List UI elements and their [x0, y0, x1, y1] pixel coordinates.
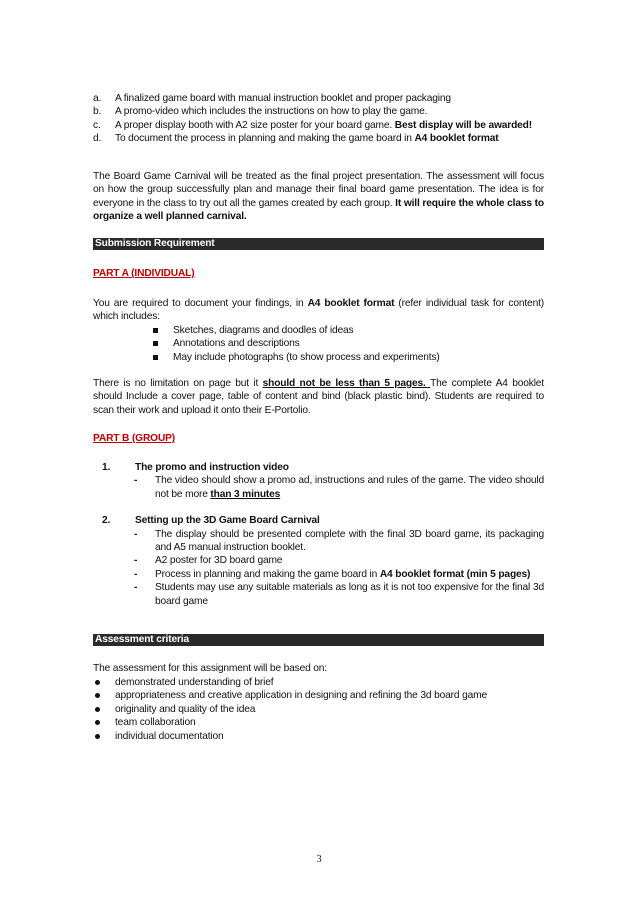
list-item-text: demonstrated understanding of brief [115, 677, 274, 688]
list-item [93, 554, 544, 567]
dash-bullet-icon: - [134, 582, 138, 594]
part-a-note [93, 377, 544, 417]
part-b-sections [93, 461, 544, 608]
text-run: A proper display booth with A2 size poster for your board game. [115, 119, 395, 131]
dash-bullet-icon: - [134, 568, 138, 580]
round-bullet-icon [95, 734, 100, 739]
list-item [93, 351, 544, 364]
list-item [93, 716, 544, 729]
list-item [93, 676, 544, 689]
text-run: Process in planning and making the game board in [155, 568, 380, 580]
dash-bullet-icon: - [134, 555, 138, 567]
part-b-heading: PART B (GROUP) [93, 433, 176, 444]
deliverable-item [93, 105, 544, 118]
list-item [93, 568, 544, 581]
text-run: Best display will be awarded! [394, 119, 532, 131]
section-number: 1. [102, 462, 111, 473]
section-items [93, 528, 544, 608]
dash-bullet-icon: - [134, 528, 138, 540]
intro-paragraph [93, 170, 544, 224]
list-marker: a. [93, 93, 102, 104]
list-marker: c. [93, 119, 101, 131]
part-b-section [93, 461, 544, 501]
text-run: There is no limitation on page but it [93, 378, 263, 389]
text-run: than 3 minutes [210, 488, 281, 500]
section-title: Setting up the 3D Game Board Carnival [135, 515, 320, 527]
list-item [93, 581, 544, 608]
section-items [93, 474, 544, 501]
assessment-criteria-header: Assessment criteria [93, 634, 544, 646]
list-item [93, 528, 544, 555]
text-run: A4 booklet format [307, 298, 395, 309]
list-item [93, 474, 544, 501]
list-item-text: originality and quality of the idea [115, 703, 256, 715]
text-run: The Board Game Carnival will be treated as the final project presentation. The assessment will focus on how the group successfully plan and manage their final board game presentation. The idea is for everyone in the class to try out all the games created by each group. [93, 171, 544, 209]
text-run: (refer individual task for content) which includes: [93, 298, 545, 323]
assessment-list [93, 676, 544, 743]
list-item-text: team collaboration [115, 717, 196, 729]
part-a-text [93, 297, 544, 324]
deliverable-item [93, 132, 544, 145]
round-bullet-icon [95, 707, 100, 712]
list-item-text: Annotations and descriptions [173, 338, 300, 350]
list-marker: d. [93, 133, 102, 145]
text-run: The display should be presented complete with the final 3D board game, its packaging and A5 manual instruction booklet. [155, 528, 544, 554]
deliverable-item [93, 92, 544, 105]
list-item [93, 324, 544, 337]
list-item [93, 689, 544, 702]
list-item [93, 337, 544, 350]
round-bullet-icon [95, 680, 100, 685]
list-item-text: individual documentation [115, 730, 224, 742]
round-bullet-icon [95, 693, 100, 698]
text-run: A2 poster for 3D board game [155, 555, 283, 567]
part-a-heading: PART A (INDIVIDUAL) [93, 268, 195, 279]
list-item [93, 703, 544, 716]
list-item-text: Sketches, diagrams and doodles of ideas [173, 325, 354, 336]
list-item-text: May include photographs (to show process and experiments) [173, 351, 440, 363]
text-run: A4 booklet format [414, 133, 499, 145]
list-item [93, 730, 544, 743]
section-number: 2. [102, 515, 111, 527]
round-bullet-icon [95, 720, 100, 725]
text-run: The video should show a promo ad, instructions and rules of the game. The video should not be more [155, 475, 544, 500]
square-bullet-icon [153, 328, 158, 333]
square-bullet-icon [153, 341, 158, 346]
text-run: You are required to document your findings, in [93, 298, 308, 309]
part-a-items [93, 324, 544, 364]
assessment-intro: The assessment for this assignment will be based on: [93, 663, 327, 674]
list-item-text: appropriateness and creative application in designing and refining the 3d board game [115, 690, 487, 702]
list-marker: b. [93, 106, 102, 118]
text-run: A4 booklet format (min 5 pages) [379, 568, 531, 580]
text-run: The complete A4 booklet should Include a cover page, table of content and bind (black plastic bind). Students are required to scan their work and upload it onto their E-Portolio. [93, 378, 545, 416]
deliverables-list [93, 92, 544, 146]
text-run: A promo-video which includes the instructions on how to play the game. [115, 106, 428, 118]
square-bullet-icon [153, 355, 158, 360]
dash-bullet-icon: - [134, 475, 138, 487]
submission-requirement-header: Submission Requirement [93, 238, 544, 250]
part-b-section [93, 514, 544, 608]
text-run: Students may use any suitable materials as long as it is not too expensive for the final 3d board game [155, 582, 544, 607]
text-run: should not be less than 5 pages. [262, 378, 431, 389]
text-run: A finalized game board with manual instruction booklet and proper packaging [115, 93, 451, 104]
page-number: 3 [316, 854, 322, 865]
text-run: It will require the whole class to organize a well planned carnival. [93, 197, 544, 223]
text-run: To document the process in planning and making the game board in [115, 133, 415, 145]
section-title: The promo and instruction video [135, 462, 289, 473]
deliverable-item [93, 119, 544, 132]
